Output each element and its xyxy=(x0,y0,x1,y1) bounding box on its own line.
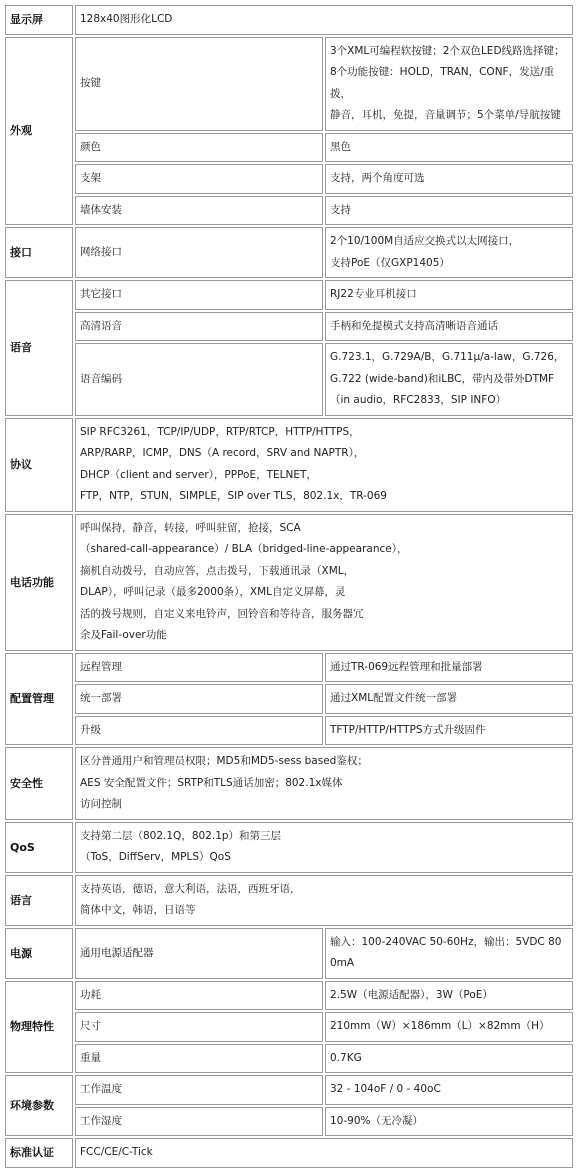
spec-value-line: 访问控制 xyxy=(80,798,122,810)
category-label: 标准认证 xyxy=(5,1138,73,1168)
spec-value xyxy=(325,196,573,226)
category-label: 电源 xyxy=(5,928,73,979)
spec-value-line: 128x40图形化LCD xyxy=(80,13,173,25)
subcategory-label: 工作温度 xyxy=(75,1075,323,1105)
spec-row xyxy=(5,1138,573,1168)
spec-value xyxy=(325,164,573,194)
spec-row xyxy=(5,1012,573,1042)
spec-row xyxy=(5,514,573,651)
spec-row xyxy=(5,37,573,131)
spec-value-line: 32 - 104oF / 0 - 40oC xyxy=(330,1083,441,1095)
spec-value xyxy=(325,716,573,746)
subcategory-label: 功耗 xyxy=(75,981,323,1011)
spec-value-line: 8个功能按键：HOLD，TRAN，CONF，发送/重拨， xyxy=(330,66,555,100)
spec-row xyxy=(5,5,573,35)
spec-value-line: 呼叫保持，静音，转接，呼叫驻留，抢接，SCA xyxy=(80,521,301,534)
subcategory-label: 其它接口 xyxy=(75,280,323,310)
subcategory-label: 远程管理 xyxy=(75,653,323,683)
spec-row xyxy=(5,928,573,979)
spec-value xyxy=(325,1012,573,1042)
spec-row xyxy=(5,196,573,226)
spec-value xyxy=(75,1138,573,1168)
spec-value-line: 0.7KG xyxy=(330,1051,362,1064)
category-label: 安全性 xyxy=(5,747,73,820)
spec-value xyxy=(75,875,573,926)
spec-row xyxy=(5,418,573,512)
spec-row xyxy=(5,1107,573,1137)
spec-row xyxy=(5,312,573,342)
spec-value-line: 10-90%（无冷凝） xyxy=(330,1114,423,1127)
spec-row xyxy=(5,343,573,416)
category-label: 语音 xyxy=(5,280,73,416)
spec-value-line: DHCP（client and server），PPPoE，TELNET， xyxy=(80,468,317,481)
spec-row xyxy=(5,875,573,926)
spec-value-line: 余及Fail-over功能 xyxy=(80,629,167,641)
spec-value xyxy=(325,343,573,416)
subcategory-label: 支架 xyxy=(75,164,323,194)
spec-value-line: G.722 (wide-band)和iLBC，带内及带外DTMF xyxy=(330,372,555,385)
spec-value-line: RJ22专业耳机接口 xyxy=(330,288,417,300)
spec-value-line: （ToS，DiffServ，MPLS）QoS xyxy=(80,851,231,863)
category-label: 显示屏 xyxy=(5,5,73,35)
spec-value-line: 黑色 xyxy=(330,140,351,153)
spec-value xyxy=(325,928,573,979)
spec-value-line: 区分普通用户和管理员权限；MD5和MD5-sess based鉴权； xyxy=(80,755,368,767)
spec-value xyxy=(75,747,573,820)
spec-row xyxy=(5,280,573,310)
subcategory-label: 语音编码 xyxy=(75,343,323,416)
category-label: 语言 xyxy=(5,875,73,926)
spec-value-line: FCC/CE/C-Tick xyxy=(80,1146,153,1158)
subcategory-label: 高清语音 xyxy=(75,312,323,342)
spec-value-line: AES 安全配置文件；SRTP和TLS通话加密；802.1x媒体 xyxy=(80,776,343,789)
subcategory-label: 尺寸 xyxy=(75,1012,323,1042)
category-label: 物理特性 xyxy=(5,981,73,1074)
spec-value-line: 支持 xyxy=(330,203,351,216)
subcategory-label: 升级 xyxy=(75,716,323,746)
spec-value-line: 摘机自动拨号，自动应答，点击拨号，下载通讯录（XML， xyxy=(80,564,355,577)
subcategory-label: 按键 xyxy=(75,37,323,131)
subcategory-label: 墙体安装 xyxy=(75,196,323,226)
spec-row xyxy=(5,822,573,873)
spec-value xyxy=(325,312,573,342)
spec-value-line: 手柄和免提模式支持高清晰语音通话 xyxy=(330,319,498,332)
category-label: 接口 xyxy=(5,227,73,278)
spec-value xyxy=(325,1044,573,1074)
subcategory-label: 通用电源适配器 xyxy=(75,928,323,979)
spec-row xyxy=(5,981,573,1011)
spec-value-line: FTP，NTP，STUN，SIMPLE，SIP over TLS，802.1x，TR-069 xyxy=(80,490,387,502)
spec-value xyxy=(325,280,573,310)
category-label: 外观 xyxy=(5,37,73,226)
category-label: 协议 xyxy=(5,418,73,512)
spec-value-line: 通过TR-069远程管理和批量部署 xyxy=(330,660,483,673)
subcategory-label: 统一部署 xyxy=(75,684,323,714)
spec-value xyxy=(75,418,573,512)
category-label: QoS xyxy=(5,822,73,873)
spec-value-line: 支持PoE（仅GXP1405） xyxy=(330,256,450,269)
spec-value-line: 通过XML配置文件统一部署 xyxy=(330,692,458,704)
spec-row xyxy=(5,684,573,714)
spec-value-line: 3个XML可编程软按键；2个双色LED线路选择键； xyxy=(330,44,565,57)
spec-row xyxy=(5,164,573,194)
spec-value-line: （shared-call-appearance）/ BLA（bridged-line-appearance）， xyxy=(80,543,408,555)
spec-value-line: 2.5W（电源适配器），3W（PoE） xyxy=(330,988,493,1001)
spec-row xyxy=(5,747,573,820)
spec-value xyxy=(325,1107,573,1137)
subcategory-label: 颜色 xyxy=(75,133,323,163)
subcategory-label: 工作湿度 xyxy=(75,1107,323,1137)
spec-value xyxy=(325,1075,573,1105)
spec-value-line: 支持第二层（802.1Q，802.1p）和第三层 xyxy=(80,829,282,842)
spec-value xyxy=(75,822,573,873)
spec-value xyxy=(325,133,573,163)
spec-value-line: SIP RFC3261，TCP/IP/UDP，RTP/RTCP，HTTP/HTTPS， xyxy=(80,425,360,438)
spec-row xyxy=(5,133,573,163)
spec-value xyxy=(75,514,573,651)
spec-value xyxy=(325,981,573,1011)
spec-value xyxy=(325,684,573,714)
subcategory-label: 网络接口 xyxy=(75,227,323,278)
spec-value-line: 静音，耳机，免提，音量调节；5个菜单/导航按键 xyxy=(330,109,561,121)
category-label: 电话功能 xyxy=(5,514,73,651)
spec-value-line: 210mm（W）×186mm（L）×82mm（H） xyxy=(330,1020,550,1032)
spec-value-line: DLAP），呼叫记录（最多2000条），XML自定义屏幕，灵 xyxy=(80,586,346,598)
spec-value-line: 简体中文，韩语，日语等 xyxy=(80,904,196,916)
spec-value-line: ARP/RARP，ICMP，DNS（A record，SRV and NAPTR）， xyxy=(80,447,365,459)
spec-value-line: （in audio，RFC2833，SIP INFO） xyxy=(330,394,507,406)
category-label: 配置管理 xyxy=(5,653,73,746)
spec-value xyxy=(325,37,573,131)
spec-row xyxy=(5,1075,573,1105)
spec-row xyxy=(5,653,573,683)
subcategory-label: 重量 xyxy=(75,1044,323,1074)
spec-value-line: TFTP/HTTP/HTTPS方式升级固件 xyxy=(330,723,486,736)
spec-row xyxy=(5,716,573,746)
spec-value-line: 活的拨号规则，自定义来电铃声，回铃音和等待音，服务器冗 xyxy=(80,607,364,620)
spec-value-line: 支持英语，德语，意大利语，法语，西班牙语， xyxy=(80,882,301,895)
spec-value xyxy=(325,227,573,278)
spec-value-line: G.723.1，G.729A/B，G.711µ/a-law，G.726， xyxy=(330,351,565,363)
category-label: 环境参数 xyxy=(5,1075,73,1136)
spec-value xyxy=(325,653,573,683)
spec-value-line: 2个10/100M自适应交换式以太网接口， xyxy=(330,235,520,247)
spec-row xyxy=(5,1044,573,1074)
spec-table xyxy=(3,3,575,1170)
spec-table-body xyxy=(5,5,573,1168)
spec-value-line: 输入：100-240VAC 50-60Hz，输出：5VDC 800mA xyxy=(330,935,562,969)
spec-value-line: 支持，两个角度可选 xyxy=(330,172,425,184)
spec-row xyxy=(5,227,573,278)
spec-value xyxy=(75,5,573,35)
